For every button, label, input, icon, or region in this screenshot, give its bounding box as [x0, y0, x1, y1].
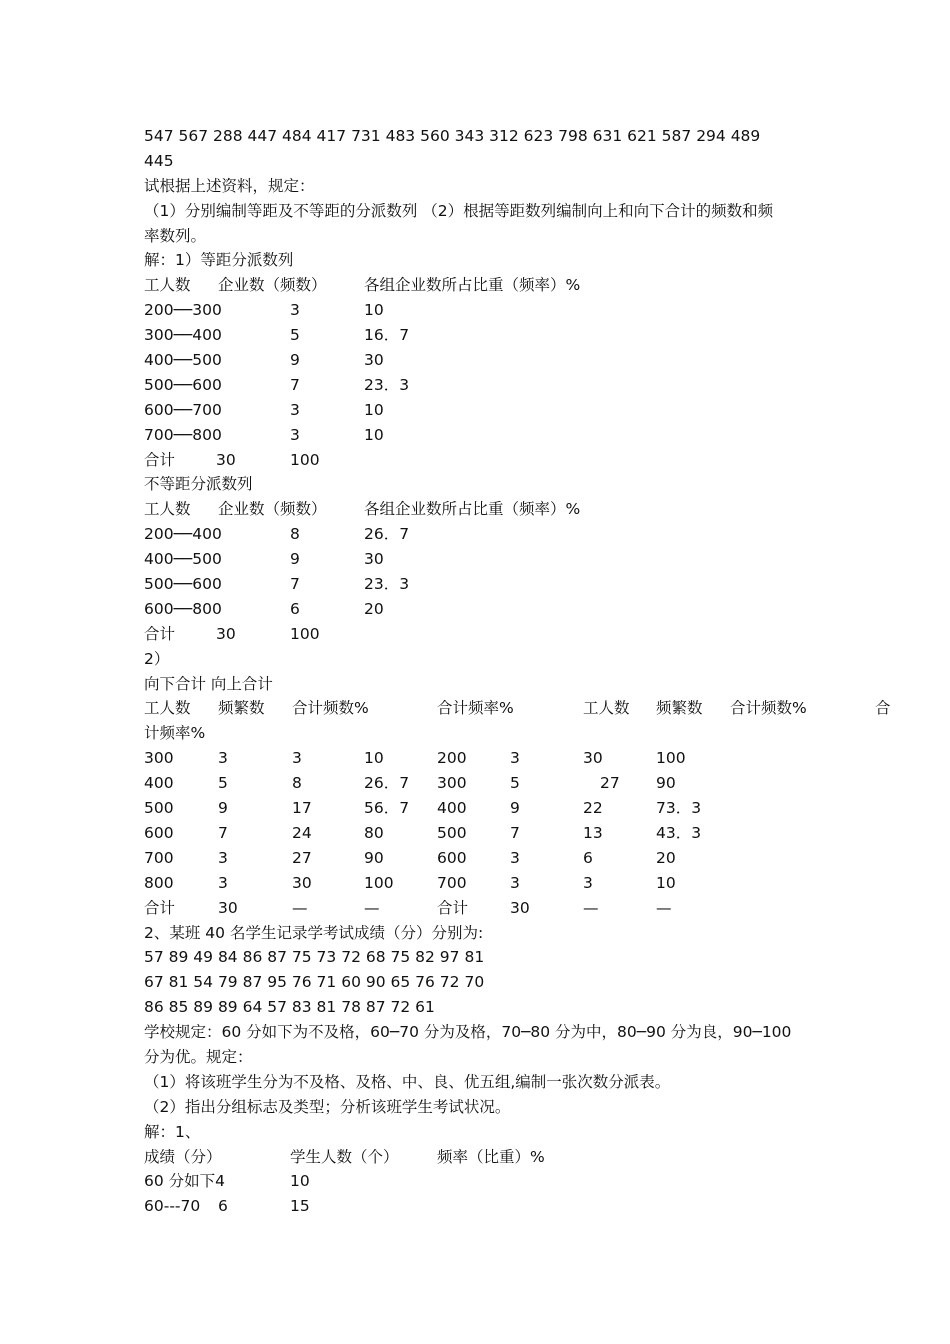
header-cell: 频繁数	[218, 699, 265, 718]
table-cell: 3	[290, 400, 300, 419]
table-cell: 200──400	[144, 525, 222, 544]
table-cell: 7	[290, 575, 300, 594]
header-cell: 各组企业数所占比重（频率）%	[364, 276, 581, 295]
table-cell: 600	[437, 848, 467, 867]
header-cell: 工人数	[583, 699, 630, 718]
paragraph: 率数列。	[144, 226, 207, 245]
table-row	[144, 846, 904, 871]
table-cell: 3	[290, 425, 300, 444]
header-cell: 计频率%	[144, 724, 206, 743]
cumulative-table	[144, 696, 904, 920]
table-cell: 5	[218, 774, 228, 793]
table-row	[144, 572, 904, 597]
table-cell: 73．3	[656, 799, 702, 818]
table-cell: 9	[218, 799, 228, 818]
table-cell: 23．3	[364, 575, 410, 594]
table-cell: —	[583, 898, 599, 917]
table-row	[144, 423, 904, 448]
table-cell: 300──400	[144, 326, 222, 345]
header-cell: 成绩（分）	[144, 1147, 222, 1166]
paragraph: （1）将该班学生分为不及格、及格、中、良、优五组,编制一张次数分派表。	[144, 1072, 671, 1091]
table-cell: 合计	[437, 898, 469, 917]
table-cell: 600──800	[144, 599, 222, 618]
header-cell: 工人数	[144, 276, 191, 295]
table-header-wrap	[144, 721, 904, 746]
table-cell: 3	[583, 873, 593, 892]
header-cell: 工人数	[144, 699, 191, 718]
table-cell: 30	[292, 873, 312, 892]
table-cell: 13	[583, 823, 603, 842]
table-cell: 200──300	[144, 301, 222, 320]
table-cell: —	[292, 898, 308, 917]
table-cell: 9	[290, 351, 300, 370]
table-cell: 90	[364, 848, 384, 867]
table-cell: 10	[364, 749, 384, 768]
table-row	[144, 522, 904, 547]
paragraph: 分为优。规定：	[144, 1047, 253, 1066]
table-cell: 3	[510, 848, 520, 867]
table-cell: 3	[218, 848, 228, 867]
header-cell: 频繁数	[656, 699, 703, 718]
header-cell: 合计频数%	[292, 699, 369, 718]
header-cell: 合	[875, 699, 891, 718]
table-cell: 80	[364, 823, 384, 842]
header-cell: 企业数（频数）	[218, 276, 327, 295]
table-row	[144, 348, 904, 373]
table-cell: 27	[600, 774, 620, 793]
table-cell: 30	[510, 898, 530, 917]
table-cell: —	[364, 898, 380, 917]
table-cell: 8	[290, 525, 300, 544]
table-cell: 90	[656, 774, 676, 793]
table-cell: 500──600	[144, 575, 222, 594]
table-cell: 60 分如下4	[144, 1172, 226, 1191]
table-cell: 7	[290, 375, 300, 394]
table-cell: 27	[292, 848, 312, 867]
table-cell: 6	[218, 1197, 228, 1216]
header-cell: 工人数	[144, 500, 191, 519]
table-cell: 30	[216, 624, 236, 643]
table-cell: 10	[290, 1172, 310, 1191]
table-cell: 100	[656, 749, 686, 768]
paragraph: （2）指出分组标志及类型；分析该班学生考试状况。	[144, 1097, 511, 1116]
table-cell: 3	[292, 749, 302, 768]
table-cell: 400──500	[144, 550, 222, 569]
table-cell: 3	[218, 873, 228, 892]
scores-line: 86 85 89 89 64 57 83 81 78 87 72 61	[144, 998, 435, 1017]
equal-interval-table	[144, 273, 904, 472]
raw-data-line: 547 567 288 447 484 417 731 483 560 343 312 623 798 631 621 587 294 489	[144, 127, 761, 145]
table-cell: 60---70	[144, 1197, 201, 1216]
table-cell: 100	[364, 873, 394, 892]
table-cell: 100	[290, 450, 320, 469]
table-row	[144, 398, 904, 423]
table-row	[144, 597, 904, 622]
table-row	[144, 1194, 904, 1219]
table-cell: 3	[510, 873, 520, 892]
table-row	[144, 796, 904, 821]
raw-data-line: 445	[144, 151, 174, 170]
scores-line: 57 89 49 84 86 87 75 73 72 68 75 82 97 81	[144, 948, 485, 967]
table-cell: 700	[437, 873, 467, 892]
table-cell: 43．3	[656, 823, 702, 842]
table-cell: 300	[144, 749, 174, 768]
table-cell: 400	[437, 799, 467, 818]
table-cell: 合计	[144, 624, 176, 643]
question-heading: 2、某班 40 名学生记录学考试成绩（分）分别为:	[144, 923, 484, 942]
table-cell: 600──700	[144, 400, 222, 419]
section-heading: 向下合计 向上合计	[144, 674, 273, 693]
table-cell: 56．7	[364, 799, 410, 818]
table-cell: 5	[510, 774, 520, 793]
table-cell: 500	[437, 823, 467, 842]
table-cell: 3	[290, 301, 300, 320]
table-cell: 3	[510, 749, 520, 768]
table-row	[144, 821, 904, 846]
table-row	[144, 771, 904, 796]
table-cell: 3	[218, 749, 228, 768]
table-cell: —	[656, 898, 672, 917]
table-cell: 22	[583, 799, 603, 818]
table-cell: 100	[290, 624, 320, 643]
table-header	[144, 273, 904, 298]
table-cell: 合计	[144, 450, 176, 469]
table-cell: 700──800	[144, 425, 222, 444]
header-cell: 合计频数%	[730, 699, 807, 718]
table-cell: 200	[437, 749, 467, 768]
table-row	[144, 746, 904, 771]
scores-line: 67 81 54 79 87 95 76 71 60 90 65 76 72 70	[144, 973, 485, 992]
table-cell: 30	[216, 450, 236, 469]
table-row	[144, 1169, 904, 1194]
table-row	[144, 871, 904, 896]
table-row	[144, 323, 904, 348]
table-cell: 8	[292, 774, 302, 793]
table-cell: 26．7	[364, 525, 410, 544]
table-cell: 26．7	[364, 774, 410, 793]
table-total-row	[144, 896, 904, 921]
table-cell: 400──500	[144, 351, 222, 370]
section-heading: 2）	[144, 649, 170, 668]
table-cell: 30	[218, 898, 238, 917]
table-row	[144, 373, 904, 398]
table-header	[144, 1145, 904, 1170]
table-cell: 15	[290, 1197, 310, 1216]
grade-table	[144, 1145, 904, 1220]
table-cell: 400	[144, 774, 174, 793]
header-cell: 学生人数（个）	[290, 1147, 399, 1166]
table-cell: 7	[510, 823, 520, 842]
solution-heading: 解：1）等距分派数列	[144, 251, 294, 270]
table-cell: 20	[364, 599, 384, 618]
document-content	[144, 124, 904, 1219]
header-cell: 企业数（频数）	[218, 500, 327, 519]
table-cell: 500──600	[144, 375, 222, 394]
table-cell: 10	[364, 301, 384, 320]
table-cell: 合计	[144, 898, 176, 917]
paragraph: 学校规定：60 分如下为不及格，60─70 分为及格，70─80 分为中，80─90 分为良，90─100	[144, 1023, 792, 1042]
table-total-row	[144, 622, 904, 647]
table-cell: 16．7	[364, 326, 410, 345]
table-header	[144, 696, 904, 721]
header-cell: 合计频率%	[437, 699, 514, 718]
table-cell: 9	[290, 550, 300, 569]
table-cell: 6	[290, 599, 300, 618]
header-cell: 频率（比重）%	[437, 1147, 545, 1166]
table-cell: 24	[292, 823, 312, 842]
table-cell: 5	[290, 326, 300, 345]
table-cell: 9	[510, 799, 520, 818]
table-cell: 600	[144, 823, 174, 842]
table-header	[144, 497, 904, 522]
table-cell: 800	[144, 873, 174, 892]
table-cell: 23．3	[364, 375, 410, 394]
table-cell: 500	[144, 799, 174, 818]
table-cell: 30	[364, 351, 384, 370]
table-cell: 30	[583, 749, 603, 768]
table-cell: 30	[364, 550, 384, 569]
solution-heading: 解：1、	[144, 1122, 201, 1141]
section-heading: 不等距分派数列	[144, 475, 253, 494]
table-cell: 20	[656, 848, 676, 867]
table-cell: 7	[218, 823, 228, 842]
table-cell: 10	[364, 400, 384, 419]
table-total-row	[144, 448, 904, 473]
table-cell: 17	[292, 799, 312, 818]
table-cell: 6	[583, 848, 593, 867]
header-cell: 各组企业数所占比重（频率）%	[364, 500, 581, 519]
table-cell: 10	[656, 873, 676, 892]
table-row	[144, 298, 904, 323]
table-cell: 300	[437, 774, 467, 793]
table-cell: 700	[144, 848, 174, 867]
table-row	[144, 547, 904, 572]
paragraph: 试根据上述资料，规定：	[144, 176, 315, 195]
table-cell: 10	[364, 425, 384, 444]
unequal-interval-table	[144, 497, 904, 646]
paragraph: （1）分别编制等距及不等距的分派数列 （2）根据等距数列编制向上和向下合计的频数和频	[144, 201, 774, 220]
